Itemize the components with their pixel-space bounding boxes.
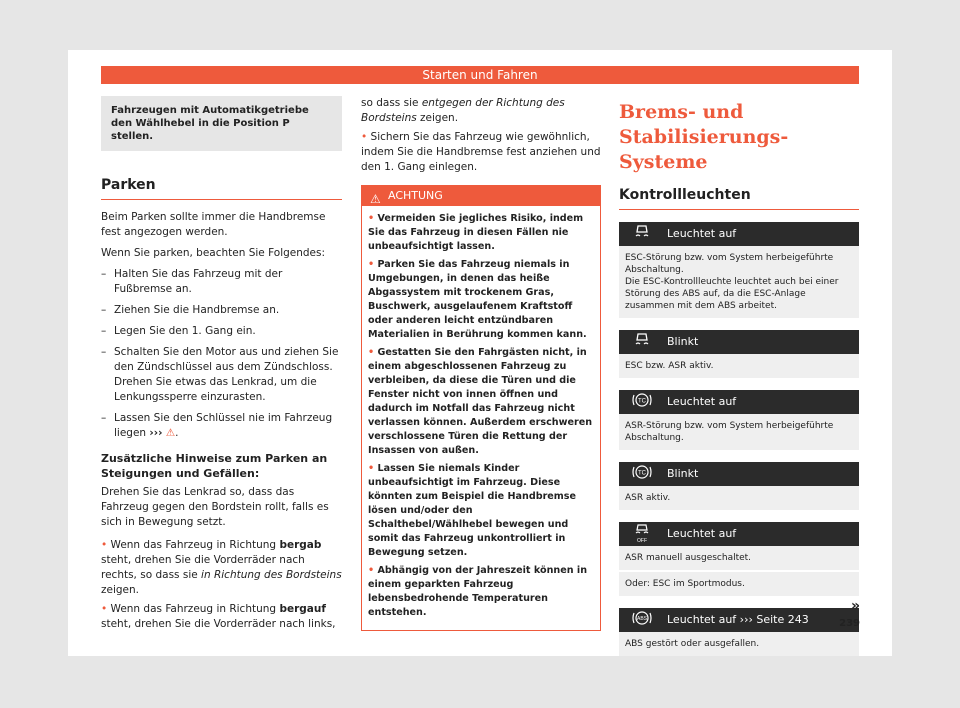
abs-icon (631, 610, 653, 630)
lamp-header: Blinkt (619, 330, 859, 354)
column-middle (361, 96, 601, 631)
lamp-header: ABS Leuchtet auf ››› Seite 243 (619, 608, 859, 632)
lamp-entry (619, 608, 859, 656)
lamp-header: Leuchtet auf (619, 222, 859, 246)
lamp-description: ABS gestört oder ausgefallen. (619, 632, 859, 656)
lamp-description: ASR manuell ausgeschaltet. Oder: ESC im Sportmodus. (619, 546, 859, 596)
section-header: Starten und Fahren (101, 66, 859, 84)
paragraph: Beim Parken sollte immer die Handbremse fest angezogen werden. (101, 211, 326, 238)
warning-point: • Parken Sie das Fahrzeug niemals in Umgebungen, in denen das heiße Abgassystem mit trockenem Gras, Buschwerk, ausgelaufenem Kraftstoff oder anderen leicht entzündbaren Materialien in Berührung kommen kann. (368, 259, 587, 340)
parken-heading: Parken (101, 177, 342, 200)
bullet-paragraph: • Wenn das Fahrzeug in Richtung bergauf steht, drehen Sie die Vorderräder nach links, (101, 603, 336, 630)
warning-point: • Gestatten Sie den Fahrgästen nicht, in einem abgeschlossenen Fahrzeug zu verbleiben, da diese die Türen und die Fenster nicht von innen öffnen und dadurch im Notfall das Fahrzeug nicht verlassen können. Außerdem erschweren verschlossene Türen die Rettung der Insassen von außen. (368, 347, 593, 456)
list-item: – Halten Sie das Fahrzeug mit der Fußbremse an. (101, 268, 283, 295)
bullet-paragraph: • Sichern Sie das Fahrzeug wie gewöhnlich, indem Sie die Handbremse fest anziehen und den 1. Gang einlegen. (361, 131, 601, 173)
svg-text:TC: TC (638, 470, 646, 477)
subheading: Zusätzliche Hinweise zum Parken an Steigungen und Gefällen: (101, 452, 328, 480)
lamp-entry (619, 390, 859, 450)
paragraph: Wenn Sie parken, beachten Sie Folgendes: (101, 247, 326, 259)
list-item: – Schalten Sie den Motor aus und ziehen Sie den Zündschlüssel aus dem Zündschloss. Drehen Sie etwas das Lenkrad, um die Lenkungssperre einzurasten. (101, 346, 339, 403)
list-item: – Ziehen Sie die Handbremse an. (101, 304, 280, 316)
lamp-entry (619, 330, 859, 378)
esc-icon (631, 332, 653, 352)
page-number: 239 (839, 618, 860, 629)
section-heading: Brems- und Stabilisierungs-Systeme (619, 101, 789, 173)
lamp-entry (619, 462, 859, 510)
lamp-description: ASR aktiv. (619, 486, 859, 510)
tc-icon (631, 464, 653, 484)
warning-point: • Lassen Sie niemals Kinder unbeaufsichtigt im Fahrzeug. Diese könnten zum Beispiel die Handbremse lösen und/oder den Schalthebel/Wählhebel bewegen und somit das Fahrzeug unkontrolliert in Bewegung setzen. (368, 463, 577, 558)
paragraph: Drehen Sie das Lenkrad so, dass das Fahrzeug gegen den Bordstein rollt, falls es sich in Bewegung setzt. (101, 486, 329, 528)
lamp-header: TC Leuchtet auf (619, 390, 859, 414)
warning-triangle-icon: ⚠ (165, 427, 176, 439)
esc-icon (631, 224, 653, 244)
bullet-paragraph: • Wenn das Fahrzeug in Richtung bergab steht, drehen Sie die Vorderräder nach rechts, so dass sie in Richtung des Bordsteins zeigen. (101, 539, 342, 596)
warning-point: • Abhängig von der Jahreszeit können in einem geparkten Fahrzeug lebensbedrohende Temperaturen entstehen. (368, 565, 588, 618)
list-item: – Lassen Sie den Schlüssel nie im Fahrzeug liegen ››› ⚠. (101, 412, 333, 439)
note-box: Fahrzeugen mit Automatikgetriebe den Wählhebel in die Position P stellen. (101, 96, 342, 151)
esc-off-icon (631, 524, 653, 544)
warning-triangle-icon: ⚠ (370, 192, 381, 206)
subsection-heading: Kontrollleuchten (619, 187, 859, 210)
lamp-header: TC Blinkt (619, 462, 859, 486)
lamp-entry (619, 222, 859, 318)
lamp-entry (619, 522, 859, 596)
continue-icon: » (850, 598, 860, 614)
warning-box (361, 185, 601, 631)
lamp-description: ESC bzw. ASR aktiv. (619, 354, 859, 378)
lamp-description: ASR-Störung bzw. vom System herbeigeführte Abschaltung. (619, 414, 859, 450)
svg-text:ABS: ABS (636, 616, 648, 622)
list-item: – Legen Sie den 1. Gang ein. (101, 325, 256, 337)
paragraph: so dass sie entgegen der Richtung des Bordsteins zeigen. (361, 97, 565, 124)
lamp-description: ESC-Störung bzw. vom System herbeigeführte Abschaltung. Die ESC-Kontrollleuchte leuchtet auch bei einer Störung des ABS auf, da die ESC-Anlage zusammen mit dem ABS arbeitet. (619, 246, 859, 318)
tc-icon (631, 392, 653, 412)
warning-point: • Vermeiden Sie jegliches Risiko, indem Sie das Fahrzeug in diesen Fällen nie unbeaufsichtigt lassen. (368, 213, 584, 252)
svg-text:OFF: OFF (637, 538, 647, 544)
lamp-header: OFF Leuchtet auf (619, 522, 859, 546)
warning-body (362, 206, 600, 630)
column-left (101, 96, 342, 632)
warning-header: ⚠ ACHTUNG (362, 186, 600, 206)
svg-text:TC: TC (638, 398, 646, 405)
cross-reference[interactable]: ››› (149, 427, 163, 439)
column-right (619, 96, 859, 656)
